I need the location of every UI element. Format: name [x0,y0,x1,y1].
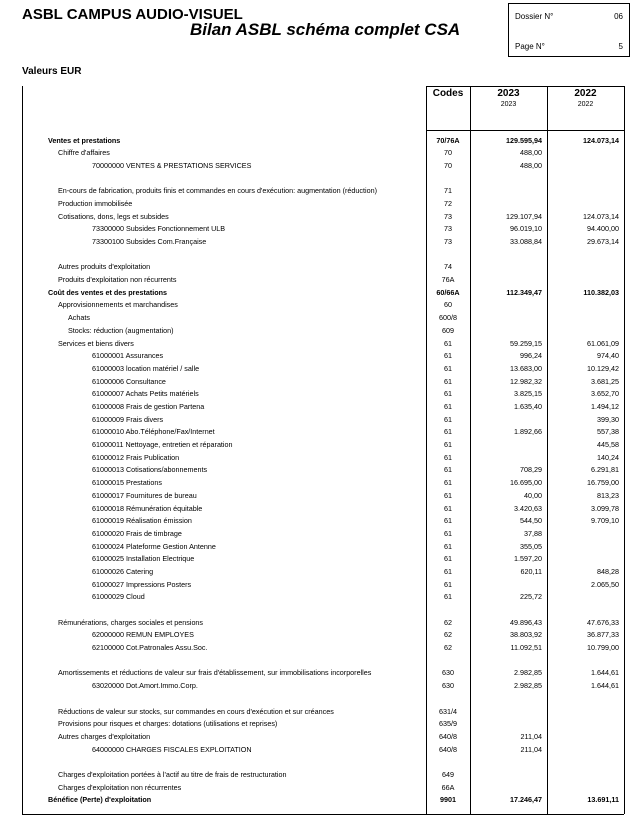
year1-subheader: 2023 [500,101,517,108]
row-value-2023: 708,29 [520,465,542,475]
table-row [22,642,624,654]
table-row [22,655,624,667]
row-label: 61000024 Plateforme Gestion Antenne [92,541,216,551]
row-code: 61 [444,592,452,602]
row-code: 640/8 [439,731,457,741]
row-value-2023: 544,50 [520,516,542,526]
page-label: Page N° [515,42,545,51]
row-value-2023: 17.246,47 [510,795,542,805]
row-label: 61000018 Rémunération équitable [92,503,203,513]
row-code: 630 [442,668,454,678]
row-label: 61000009 Frais divers [92,414,164,424]
table-row [22,185,624,197]
row-value-2023: 211,04 [520,744,542,754]
row-value-2023: 2.982,85 [514,668,542,678]
row-code: 640/8 [439,744,457,754]
page-value: 5 [618,42,623,51]
row-value-2022: 29.673,14 [587,237,619,247]
row-value-2022: 557,38 [597,427,619,437]
table-row [22,706,624,718]
row-label: 61000007 Achats Petits matériels [92,389,199,399]
table-row [22,604,624,616]
row-code: 61 [444,566,452,576]
table-row [22,223,624,235]
row-value-2023: 13.683,00 [510,363,542,373]
table-row [22,756,624,768]
row-label: Production immobilisée [58,198,133,208]
table-row [22,782,624,794]
row-value-2023: 211,04 [520,731,542,741]
row-value-2023: 12.982,32 [510,376,542,386]
dossier-label: Dossier N° [515,12,554,21]
row-code: 61 [444,363,452,373]
table-row [22,744,624,756]
row-code: 61 [444,516,452,526]
row-label: Stocks: réduction (augmentation) [68,325,174,335]
row-value-2022: 3.652,70 [591,389,619,399]
row-code: 61 [444,338,452,348]
row-code: 62 [444,617,452,627]
table-row [22,287,624,299]
table-row [22,414,624,426]
row-code: 61 [444,465,452,475]
table-bottom-line [22,814,624,815]
row-label: Rémunérations, charges sociales et pensions [58,617,204,627]
row-label: 61000013 Cotisations/abonnements [92,465,208,475]
row-code: 60 [444,300,452,310]
row-code: 61 [444,401,452,411]
table-row [22,579,624,591]
row-value-2022: 974,40 [597,351,619,361]
row-code: 74 [444,262,452,272]
row-value-2022: 61.061,09 [587,338,619,348]
row-value-2022: 1.644,61 [591,681,619,691]
row-label: 64000000 CHARGES FISCALES EXPLOITATION [92,744,252,754]
row-label: Approvisionnements et marchandises [58,300,178,310]
table-row [22,667,624,679]
row-value-2022: 3.681,25 [591,376,619,386]
row-value-2022: 3.099,78 [591,503,619,513]
row-value-2022: 813,23 [597,490,619,500]
row-code: 72 [444,198,452,208]
table-row [22,299,624,311]
row-value-2023: 33.088,84 [510,237,542,247]
table-row [22,160,624,172]
row-value-2023: 129.107,94 [506,211,542,221]
row-value-2022: 2.065,50 [591,579,619,589]
row-value-2022: 124.073,14 [583,135,619,145]
row-label: 61000003 location matériel / salle [92,363,200,373]
row-code: 61 [444,541,452,551]
row-code: 61 [444,478,452,488]
table-row [22,503,624,515]
table-row [22,515,624,527]
table-row [22,211,624,223]
row-label: Charges d'exploitation portées à l'actif au titre de frais de restructuration [58,770,287,779]
document-title: Bilan ASBL schéma complet CSA [190,20,461,39]
row-value-2023: 112.349,47 [506,287,542,297]
table-row [22,135,624,147]
row-label: Amortissements et réductions de valeur sur frais d'établissement, sur immobilisations incorporelles [58,668,372,678]
table-row [22,731,624,743]
row-code: 71 [444,186,452,196]
row-label: 61000010 Abo.Téléphone/Fax/Internet [92,427,215,437]
table-row [22,350,624,362]
table-row [22,401,624,413]
row-value-2023: 1.597,20 [514,554,542,564]
row-code: 73 [444,211,452,221]
row-code: 61 [444,503,452,513]
row-value-2023: 129.595,94 [506,135,542,145]
row-value-2023: 59.259,15 [510,338,542,348]
row-value-2022: 9.709,10 [591,516,619,526]
row-label: 61000027 Impressions Posters [92,579,192,589]
table-row [22,173,624,185]
row-label: Autres produits d'exploitation [58,262,151,272]
row-value-2022: 848,28 [597,566,619,576]
row-label: 61000006 Consultance [92,376,166,386]
row-label: 73300000 Subsides Fonctionnement ULB [92,224,226,234]
row-label: Chiffre d'affaires [58,148,110,158]
row-code: 70 [444,148,452,158]
row-value-2022: 110.382,03 [583,287,619,297]
table-row [22,541,624,553]
year2-header: 2022 [574,88,597,99]
row-label: 61000008 Frais de gestion Partena [92,401,205,411]
row-code: 62 [444,643,452,653]
row-label: Services et biens divers [58,338,134,348]
row-label: 61000017 Fournitures de bureau [92,490,197,500]
row-value-2022: 140,24 [597,452,619,462]
row-label: Provisions pour risques et charges: dotations (utilisations et reprises) [58,719,278,729]
row-code: 61 [444,389,452,399]
table-row [22,198,624,210]
row-value-2022: 10.129,42 [587,363,619,373]
table-row [22,680,624,692]
row-code: 600/8 [439,313,457,323]
table-row [22,629,624,641]
row-code: 649 [442,770,454,779]
row-code: 635/9 [439,719,457,729]
year2-subheader: 2022 [577,101,594,108]
table-row [22,490,624,502]
table-row [22,312,624,324]
row-code: 61 [444,376,452,386]
row-code: 61 [444,452,452,462]
row-value-2022: 399,30 [597,414,619,424]
row-code: 61 [444,351,452,361]
row-label: Réductions de valeur sur stocks, sur commandes en cours d'exécution et sur créances [58,706,334,716]
row-value-2023: 488,00 [520,160,542,170]
header-top-line [426,86,624,87]
currency-label: Valeurs EUR [22,66,82,77]
row-value-2023: 1.892,66 [514,427,542,437]
row-code: 61 [444,440,452,450]
row-label: 62100000 Cot.Patronales Assu.Soc. [92,643,208,653]
row-value-2022: 1.494,12 [591,401,619,411]
table-row [22,528,624,540]
row-value-2022: 10.799,00 [587,643,619,653]
row-label: 62000000 REMUN EMPLOYES [92,630,194,640]
row-label: 61000015 Prestations [92,478,162,488]
row-code: 61 [444,554,452,564]
table-row [22,439,624,451]
row-label: 61000012 Frais Publication [92,452,180,462]
row-code: 61 [444,528,452,538]
row-code: 631/4 [439,706,457,716]
row-label: Ventes et prestations [48,135,121,145]
table-row [22,249,624,261]
row-code: 70/76A [436,135,460,145]
row-label: 61000025 Installation Electrique [92,554,195,564]
row-value-2023: 96.019,10 [510,224,542,234]
row-code: 62 [444,630,452,640]
row-value-2022: 445,58 [597,440,619,450]
table-row [22,236,624,248]
row-value-2023: 3.825,15 [514,389,542,399]
row-label: Charges d'exploitation non récurrentes [58,782,182,792]
row-label: Achats [68,313,90,323]
row-label: 61000019 Réalisation émission [92,516,192,526]
row-label: Bénéfice (Perte) d'exploitation [48,795,152,805]
row-code: 630 [442,681,454,691]
row-label: 70000000 VENTES & PRESTATIONS SERVICES [92,160,252,170]
header-bottom-line [426,130,624,131]
row-code: 60/66A [436,287,460,297]
row-value-2023: 40,00 [524,490,542,500]
table-row [22,477,624,489]
row-value-2022: 124.073,14 [583,211,619,221]
row-value-2022: 47.676,33 [587,617,619,627]
table-row [22,617,624,629]
table-row [22,794,624,806]
row-value-2023: 1.635,40 [514,401,542,411]
table-row [22,591,624,603]
table-row [22,566,624,578]
row-value-2022: 13.691,11 [587,795,619,805]
row-value-2023: 225,72 [520,592,542,602]
row-code: 61 [444,414,452,424]
row-value-2023: 355,05 [520,541,542,551]
row-value-2023: 488,00 [520,148,542,158]
row-label: Coût des ventes et des prestations [48,287,168,297]
row-code: 76A [441,275,455,285]
row-code: 70 [444,160,452,170]
row-label: 63020000 Dot.Amort.Immo.Corp. [92,681,198,691]
table-row [22,274,624,286]
row-code: 66A [441,782,455,792]
row-code: 61 [444,427,452,437]
row-value-2023: 38.803,92 [510,630,542,640]
row-value-2022: 16.759,00 [587,478,619,488]
row-value-2023: 996,24 [520,351,542,361]
dossier-value: 06 [614,12,623,21]
table-row [22,426,624,438]
table-row [22,464,624,476]
row-code: 61 [444,490,452,500]
row-label: Autres charges d'exploitation [58,731,151,741]
table-row [22,147,624,159]
row-value-2023: 16.695,00 [510,478,542,488]
row-value-2023: 11.092,51 [510,643,542,653]
organization-name: ASBL CAMPUS AUDIO-VISUEL [22,6,243,23]
row-value-2022: 6.291,81 [591,465,619,475]
table-row [22,718,624,730]
row-value-2023: 2.982,85 [514,681,542,691]
row-code: 61 [444,579,452,589]
row-value-2023: 49.896,43 [510,617,542,627]
row-label: 61000001 Assurances [92,351,164,361]
year1-header: 2023 [497,88,520,99]
row-code: 73 [444,237,452,247]
table-row [22,261,624,273]
table-row [22,553,624,565]
row-value-2023: 3.420,63 [514,503,542,513]
table-row [22,376,624,388]
table-row [22,325,624,337]
table-row [22,693,624,705]
table-row [22,452,624,464]
row-value-2022: 36.877,33 [587,630,619,640]
row-value-2023: 37,88 [524,528,542,538]
table-right-border [624,86,625,814]
row-label: En-cours de fabrication, produits finis et commandes en cours d'exécution: augmentation (réduction) [58,186,377,196]
table-row [22,363,624,375]
row-code: 609 [442,325,454,335]
row-label: 61000029 Cloud [92,592,145,602]
row-value-2023: 620,11 [520,566,542,576]
row-value-2022: 94.400,00 [587,224,619,234]
row-label: 61000011 Nettoyage, entretien et réparation [92,440,233,450]
dossier-box [508,3,630,57]
row-label: 61000026 Catering [92,566,154,576]
table-row [22,388,624,400]
row-code: 73 [444,224,452,234]
table-row [22,769,624,781]
row-label: 61000020 Frais de timbrage [92,528,182,538]
codes-header: Codes [432,88,464,99]
table-row [22,338,624,350]
row-value-2022: 1.644,61 [591,668,619,678]
row-label: Produits d'exploitation non récurrents [58,275,177,285]
row-label: 73300100 Subsides Com.Française [92,237,207,247]
row-label: Cotisations, dons, legs et subsides [58,211,169,221]
row-code: 9901 [440,795,456,805]
